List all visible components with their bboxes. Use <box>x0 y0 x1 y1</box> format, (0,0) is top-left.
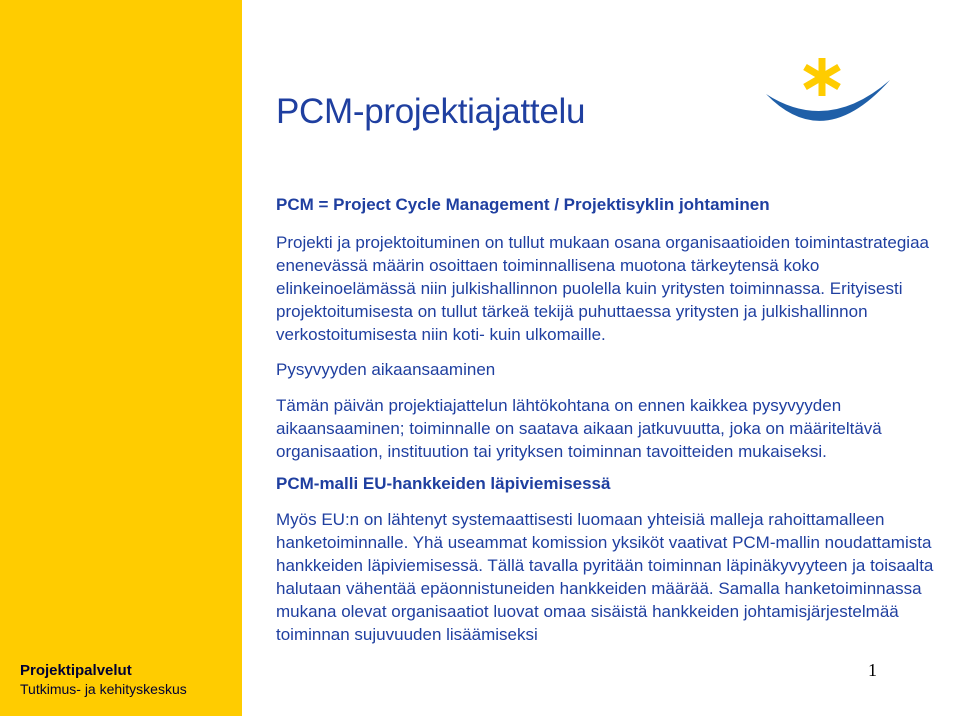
slide-subtitle: PCM = Project Cycle Management / Projektisyklin johtaminen <box>276 195 770 214</box>
section1-heading: Pysyvyyden aikaansaaminen <box>276 360 496 379</box>
intro-paragraph: Projekti ja projektoituminen on tullut mukaan osana organisaatioiden toimintastrategiaa enenevässä määrin osoittaen toiminnallisena muotona tärkeytensä koko elinkeinoelämässä niin julkishallinnon puolella kuin yritysten toiminnassa. Erityisesti projektoitumisesta on tullut tärkeä tekijä puhuttaessa yritysten ja julkishallinnon verkostoitumisesta niin koti- kuin ulkomaille. <box>276 233 929 344</box>
section2-paragraph: Myös EU:n on lähtenyt systemaattisesti luomaan yhteisiä malleja rahoittamalleen hanketoiminnalle. Yhä useammat komission yksiköt vaativat PCM-mallin noudattamista hankkeiden läpiviemisessä. Tällä tavalla pyritään toiminnan läpinäkyvyyteen ja toisaalta halutaan vähentää epäonnistuneiden hankkeiden määrää. Samalla hanketoiminnassa mukana olevat organisaatiot luovat omaa sisäistä hankkeiden johtamisjärjestelmää toiminnan sujuvuuden lisäämiseksi <box>276 510 934 644</box>
section2-heading: PCM-malli EU-hankkeiden läpiviemisessä <box>276 474 611 493</box>
slide-title: PCM-projektiajattelu <box>276 92 586 131</box>
sun-smile-logo-icon <box>764 56 896 136</box>
footer-department: Tutkimus- ja kehityskeskus <box>20 681 187 697</box>
footer <box>20 661 187 699</box>
footer-organization: Projektipalvelut <box>20 662 132 679</box>
yellow-sidebar <box>0 0 242 716</box>
page-number: 1 <box>868 660 877 680</box>
slide-content <box>276 193 948 646</box>
section1-paragraph: Tämän päivän projektiajattelun lähtökohtana on ennen kaikkea pysyvyyden aikaansaaminen; toiminnalle on saatava aikaan jatkuvuutta, joka on määriteltävä organisaation, instituution tai yrityksen toiminnan tavoitteiden mukaiseksi. <box>276 396 882 461</box>
